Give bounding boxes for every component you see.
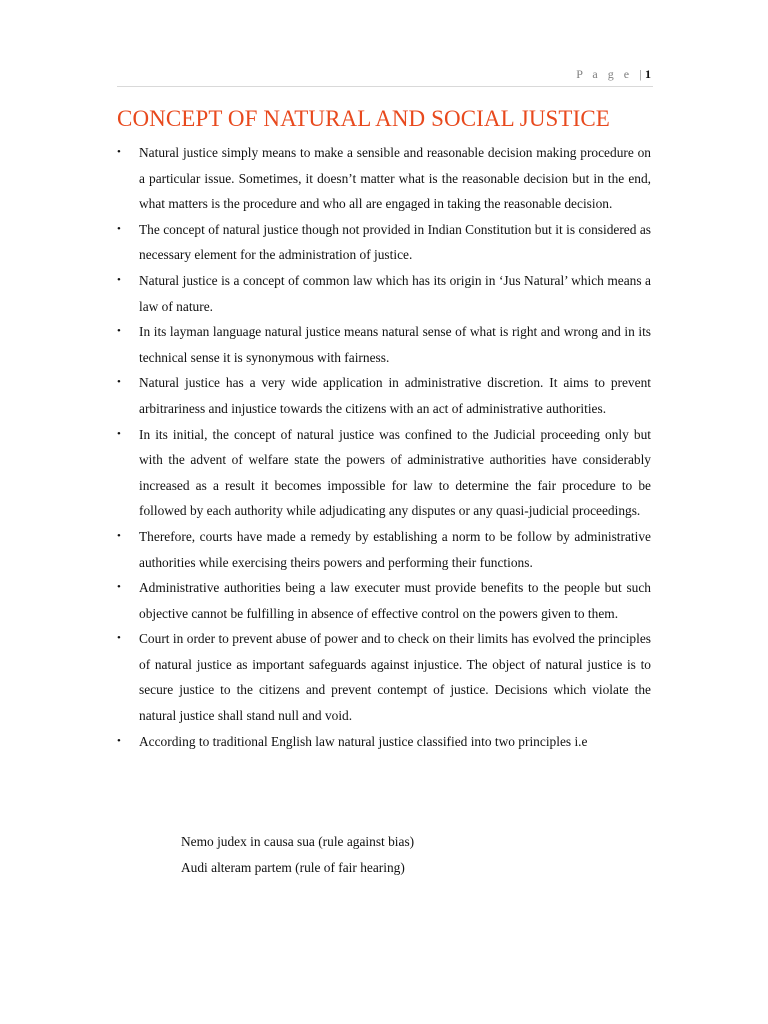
- principle-fair-hearing: Audi alteram partem (rule of fair hearing): [181, 860, 405, 875]
- list-item: [117, 319, 651, 370]
- page-label-text: P a g e |: [576, 67, 645, 81]
- bullet-icon: •: [117, 273, 121, 286]
- principles-list: [181, 829, 414, 881]
- page-header: [117, 64, 653, 87]
- list-item: [117, 575, 651, 626]
- bullet-list: [117, 140, 651, 754]
- bullet-icon: •: [117, 427, 121, 440]
- list-item: [117, 370, 651, 421]
- page-number: 1: [645, 67, 651, 81]
- bullet-icon: •: [117, 146, 121, 158]
- list-item: [117, 422, 651, 524]
- bullet-icon: •: [117, 529, 121, 542]
- list-item-text: Natural justice simply means to make a sensible and reasonable decision making procedure on a particular issue. Sometimes, it doesn’t matter what is the reasonable decision but in the end, what matters is the procedure and who all are engaged in taking the reasonable decision.: [139, 145, 651, 212]
- list-item: [117, 524, 651, 575]
- list-item-text: In its initial, the concept of natural justice was confined to the Judicial proceeding only but with the advent of welfare state the powers of administrative authorities have considerably increased as a result it becomes impossible for law to determine the fair procedure to be followed by each authority while adjudicating any disputes or any quasi-judicial proceedings.: [139, 426, 651, 519]
- page-number-label: [576, 67, 651, 82]
- bullet-icon: •: [117, 376, 121, 389]
- list-item-text: Administrative authorities being a law executer must provide benefits to the people but such objective cannot be fulfilling in absence of effective control on the powers given to them.: [139, 580, 651, 621]
- list-item-text: Court in order to prevent abuse of power and to check on their limits has evolved the principles of natural justice as important safeguards against injustice. The object of natural justice is to secure justice to the citizens and prevent contempt of justice. Decisions which violate the natural justice shall stand null and void.: [139, 631, 651, 724]
- bullet-icon: •: [117, 734, 121, 747]
- list-item: [117, 140, 651, 217]
- bullet-icon: •: [117, 581, 121, 594]
- document-title: CONCEPT OF NATURAL AND SOCIAL JUSTICE: [117, 106, 610, 131]
- list-item-text: Natural justice has a very wide application in administrative discretion. It aims to prevent arbitrariness and injustice towards the citizens with an act of administrative authorities.: [139, 375, 651, 416]
- list-item-text: The concept of natural justice though not provided in Indian Constitution but it is considered as necessary element for the administration of justice.: [139, 221, 651, 263]
- list-item-text: According to traditional English law natural justice classified into two principles i.e: [139, 733, 588, 749]
- list-item: [117, 626, 651, 728]
- list-item-text: In its layman language natural justice means natural sense of what is right and wrong and in its technical sense it is synonymous with fairness.: [139, 324, 651, 365]
- list-item-text: Therefore, courts have made a remedy by establishing a norm to be follow by administrative authorities while exercising theirs powers and performing their functions.: [139, 528, 651, 570]
- list-item-text: Natural justice is a concept of common law which has its origin in ‘Jus Natural’ which means a law of nature.: [139, 272, 651, 314]
- bullet-icon: •: [117, 325, 121, 338]
- list-item: [117, 217, 651, 268]
- bullet-icon: •: [117, 632, 121, 645]
- list-item: [117, 729, 651, 755]
- list-item: [117, 268, 651, 319]
- bullet-icon: •: [117, 222, 121, 235]
- principle-rule-against-bias: Nemo judex in causa sua (rule against bias): [181, 834, 415, 849]
